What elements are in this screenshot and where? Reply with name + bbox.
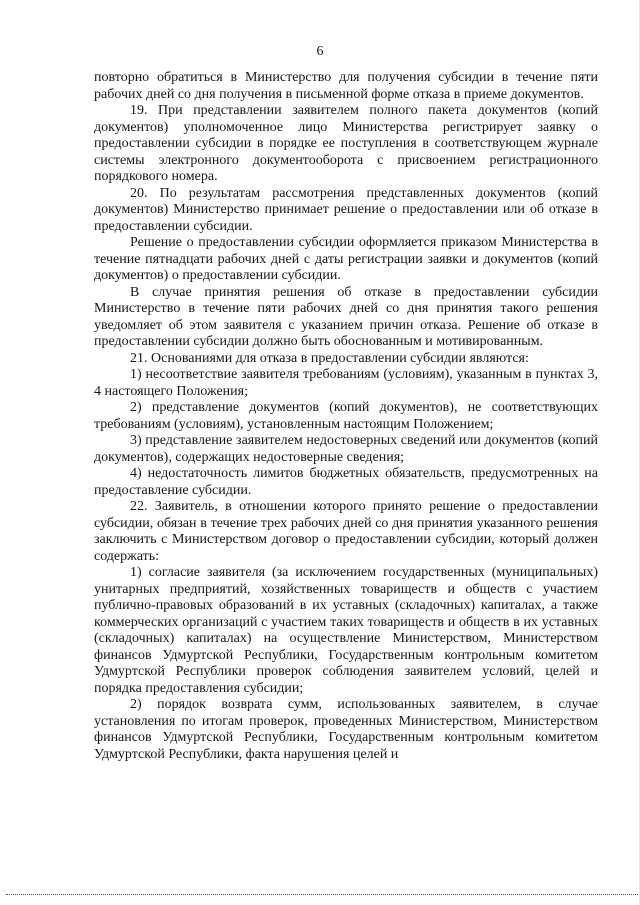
paragraph-item-19: 19. При представлении заявителем полного пакета документов (копий документов) уполномоченное лицо Министерства регистрирует заявку о предоставлении субсидии в порядке ее поступления в соответствующем журнале системы электронного документооборота с присвоением регистрационного порядкового номера. xyxy=(94,103,598,184)
paragraph-item-22-2: 2) порядок возврата сумм, использованных заявителем, в случае установления по итогам проверок, проведенных Министерством, Министерством финансов Удмуртской Республики, Государственным контрольным комитетом Удмуртской Республики, факта нарушения целей и xyxy=(94,697,598,762)
paragraph-item-21-3: 3) представление заявителем недостоверных сведений или документов (копий документов), содержащих недостоверные сведения; xyxy=(94,433,598,465)
paragraph-continuation: повторно обратиться в Министерство для получения субсидии в течение пяти рабочих дней со дня получения в письменной форме отказа в приеме документов. xyxy=(94,70,598,102)
paragraph-item-20: 20. По результатам рассмотрения представленных документов (копий документов) Министерство принимает решение о предоставлении или об отказе в предоставлении субсидии. xyxy=(94,185,598,234)
paragraph-item-22: 22. Заявитель, в отношении которого принято решение о предоставлении субсидии, обязан в течение трех рабочих дней со дня принятия указанного решения заключить с Министерством договор о предоставлении субсидии, который должен содержать: xyxy=(94,499,598,564)
paragraph-decision: Решение о предоставлении субсидии оформляется приказом Министерства в течение пятнадцати рабочих дней с даты регистрации заявки и документов (копий документов) о предоставлении субсидии. xyxy=(94,235,598,283)
page-number: 6 xyxy=(316,44,324,59)
paragraph-item-21: 21. Основаниями для отказа в предоставлении субсидии являются: xyxy=(130,350,529,366)
document-body xyxy=(94,70,598,763)
paragraph-refusal: В случае принятия решения об отказе в предоставлении субсидии Министерство в течение пяти рабочих дней со дня принятия такого решения уведомляет об этом заявителя с указанием причин отказа. Решение об отказе в предоставлении субсидии должно быть обоснованным и мотивированным. xyxy=(94,284,598,349)
bottom-scan-rule xyxy=(6,894,640,895)
paragraph-item-21-1: 1) несоответствие заявителя требованиям (условиям), указанным в пунктах 3, 4 настоящего Положения; xyxy=(94,367,598,399)
paragraph-item-21-2: 2) представление документов (копий документов), не соответствующих требованиям (условиям), установленным настоящим Положением; xyxy=(94,400,598,432)
paragraph-item-22-1: 1) согласие заявителя (за исключением государственных (муниципальных) унитарных предприятий, хозяйственных товариществ и обществ с участием публично-правовых образований в их уставных (складочных) капиталах, а также коммерческих организаций с участием таких товариществ и обществ в их уставных (складочных) капиталах) на осуществление Министерством, Министерством финансов Удмуртской Республики, Государственным контрольным комитетом Удмуртской Республики проверок соблюдения заявителем условий, целей и порядка предоставления субсидии; xyxy=(94,565,598,696)
paragraph-item-21-4: 4) недостаточность лимитов бюджетных обязательств, предусмотренных на предоставление субсидии. xyxy=(94,466,598,498)
